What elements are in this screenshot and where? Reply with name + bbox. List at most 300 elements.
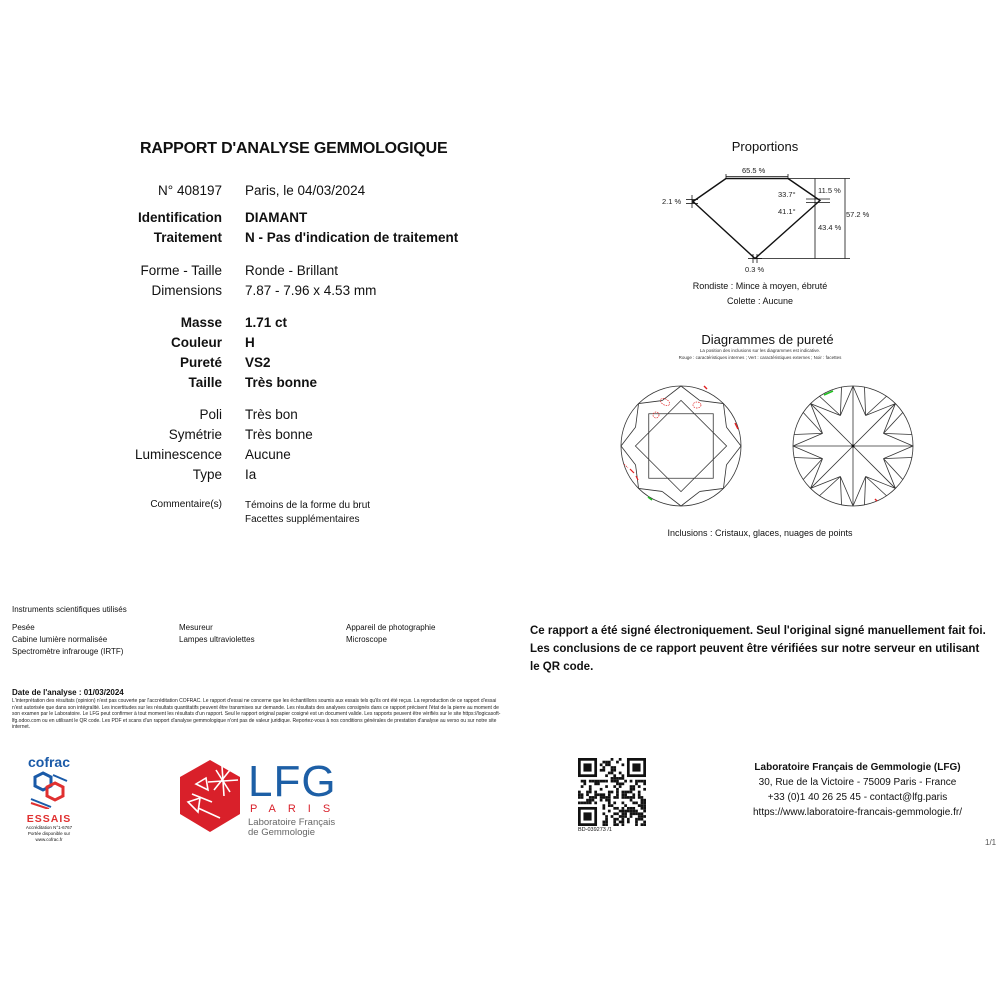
facet-line xyxy=(803,459,822,480)
qr-module xyxy=(594,796,597,799)
qr-module xyxy=(619,815,622,818)
cofrac-accreditation: Accréditation N°1-6767 xyxy=(25,825,73,830)
instrument-item: Pesée xyxy=(12,623,35,632)
qr-module xyxy=(630,810,633,813)
qr-module xyxy=(624,804,627,807)
field-poli xyxy=(130,407,530,427)
qr-module xyxy=(602,821,605,824)
qr-module xyxy=(600,793,603,796)
qr-module xyxy=(605,823,608,826)
qr-code-icon[interactable] xyxy=(578,758,646,826)
girdle-label: 2.1 % xyxy=(662,197,682,206)
qr-module xyxy=(627,807,630,810)
qr-module xyxy=(622,763,625,766)
qr-module xyxy=(589,796,592,799)
qr-module xyxy=(641,818,644,821)
proportions-title: Proportions xyxy=(731,139,799,154)
qr-module xyxy=(605,818,608,821)
qr-module xyxy=(613,785,616,788)
qr-module xyxy=(605,815,608,818)
qr-module xyxy=(605,799,608,802)
facet-line xyxy=(639,488,663,491)
qr-module xyxy=(638,785,641,788)
qr-module xyxy=(613,780,616,783)
facet-line xyxy=(866,396,887,415)
report-title: RAPPORT D'ANALYSE GEMMOLOGIQUE xyxy=(140,140,448,157)
instruments-col-2 xyxy=(179,622,255,646)
inclusions-text: Inclusions : Cristaux, glaces, nuages de points xyxy=(667,528,853,538)
qr-module xyxy=(619,782,622,785)
qr-module xyxy=(616,796,619,799)
qr-module xyxy=(643,802,646,805)
facet-line xyxy=(883,457,911,458)
qr-module xyxy=(611,766,614,769)
qr-module xyxy=(627,818,630,821)
qr-module xyxy=(632,788,635,791)
report-number: N° 408197 xyxy=(158,183,222,198)
qr-module xyxy=(602,823,605,826)
qr-module xyxy=(616,791,619,794)
qr-module xyxy=(632,793,635,796)
qr-module xyxy=(638,804,641,807)
qr-module xyxy=(581,802,584,805)
field-label: Taille xyxy=(188,375,222,390)
qr-module xyxy=(608,804,611,807)
qr-module xyxy=(600,799,603,802)
qr-module xyxy=(632,812,635,815)
qr-module xyxy=(600,788,603,791)
lab-address-block xyxy=(720,760,995,820)
qr-module xyxy=(643,804,646,807)
facet-line xyxy=(840,476,853,506)
qr-module xyxy=(583,802,586,805)
qr-module xyxy=(622,823,625,826)
field-forme xyxy=(130,263,530,283)
qr-module xyxy=(641,796,644,799)
facet-line xyxy=(723,465,726,489)
qr-module xyxy=(635,782,638,785)
lfg-tagline-2: de Gemmologie xyxy=(248,827,316,838)
facet-line xyxy=(793,433,823,446)
facet-line xyxy=(853,476,866,506)
facet-line xyxy=(883,459,902,480)
comments-label: Commentaire(s) xyxy=(150,499,222,510)
facet-line xyxy=(811,446,853,488)
report-place-date: Paris, le 04/03/2024 xyxy=(245,183,366,198)
cofrac-logo xyxy=(18,755,80,843)
qr-module xyxy=(616,793,619,796)
facet-line xyxy=(794,457,822,458)
qr-module xyxy=(630,780,633,783)
qr-module xyxy=(589,799,592,802)
comment-item: Facettes supplémentaires xyxy=(245,514,360,525)
facet-line xyxy=(883,433,913,446)
clarity-note-1: La position des inclusions sur les diagrammes est indicative. xyxy=(699,348,821,353)
qr-module xyxy=(592,780,595,783)
field-label: Traitement xyxy=(153,230,222,245)
qr-module xyxy=(602,812,605,815)
qr-module xyxy=(616,812,619,815)
instruments-title: Instruments scientifiques utilisés xyxy=(12,605,127,614)
facet-line xyxy=(840,476,841,504)
qr-module xyxy=(608,791,611,794)
qr-module xyxy=(605,763,608,766)
lfg-tagline xyxy=(248,818,335,838)
field-label: Poli xyxy=(199,407,222,422)
rondiste-text: Rondiste : Mince à moyen, ébruté xyxy=(692,281,828,291)
field-value: H xyxy=(245,335,255,350)
qr-module xyxy=(613,823,616,826)
field-label: Couleur xyxy=(170,335,222,350)
diamond-profile xyxy=(693,179,820,259)
qr-module xyxy=(630,812,633,815)
qr-module xyxy=(630,791,633,794)
qr-module xyxy=(578,793,581,796)
facet-line xyxy=(700,488,724,491)
report-number-row xyxy=(130,183,530,203)
qr-module xyxy=(632,810,635,813)
legal-text: L'interprétation des résultats (opinion) n'est pas couverte par l'accréditation COFRAC. Le rapport d'essai ne concerne que les échantillons soumis aux essais tels qu'ils ont été reçus. La reproduction de ce rapport d'essai n'est autorisée que dans son intégralité. Les incertitudes sur les résultats quantitatifs peuvent être transmises sur demande. Les résultats des analyses consignés dans ce rapport précisent l'état de la pierre au moment de son examen par le Laboratoire. Le LFG peut confirmer à tout moment les résultats d'un rapport. Seul le rapport original papier cosigné est un document valide. Les rapports peuvent être vérifiés sur le site https://logicasoft-lfg.odoo.com ou en utilisant le QR code. Les PDF et scans d'un rapport d'analyse gemmologique n'ont pas de valeur juridique. Reportez-vous à nos conditions générales de prestation d'analyse au verso ou sur notre site internet. xyxy=(12,698,501,731)
qr-module xyxy=(638,818,641,821)
qr-module xyxy=(578,802,581,805)
qr-module xyxy=(613,766,616,769)
qr-module xyxy=(586,802,589,805)
qr-module xyxy=(622,774,625,777)
qr-module xyxy=(635,802,638,805)
lfg-city: PARIS xyxy=(250,803,343,815)
qr-module xyxy=(638,812,641,815)
qr-module xyxy=(616,807,619,810)
facet-line xyxy=(700,401,724,404)
qr-module xyxy=(605,796,608,799)
qr-module xyxy=(616,823,619,826)
qr-module xyxy=(624,812,627,815)
qr-module xyxy=(622,812,625,815)
qr-module xyxy=(627,810,630,813)
field-taille xyxy=(130,375,530,395)
qr-module xyxy=(630,807,633,810)
qr-module xyxy=(616,818,619,821)
lab-address: 30, Rue de la Victoire - 75009 Paris - France xyxy=(758,777,957,788)
qr-code-label: BD-039273 /1 xyxy=(578,827,612,833)
qr-module xyxy=(583,782,586,785)
qr-module xyxy=(632,807,635,810)
qr-module xyxy=(597,782,600,785)
qr-module xyxy=(605,761,608,764)
qr-module xyxy=(638,815,641,818)
qr-module xyxy=(613,777,616,780)
facet-line xyxy=(864,476,865,504)
facet-line xyxy=(864,387,865,415)
qr-module xyxy=(619,785,622,788)
facet-line xyxy=(866,476,887,495)
qr-module xyxy=(622,793,625,796)
qr-module xyxy=(630,799,633,802)
qr-module xyxy=(635,812,638,815)
qr-module xyxy=(589,785,592,788)
facet-line xyxy=(840,386,853,416)
qr-module xyxy=(622,815,625,818)
qr-module xyxy=(635,810,638,813)
qr-module xyxy=(600,780,603,783)
qr-module xyxy=(611,815,614,818)
qr-module xyxy=(635,780,638,783)
facet-line xyxy=(883,446,913,459)
analysis-date: Date de l'analyse : 01/03/2024 xyxy=(12,688,124,697)
qr-module xyxy=(594,782,597,785)
qr-module xyxy=(624,793,627,796)
qr-module xyxy=(635,823,638,826)
qr-module xyxy=(643,821,646,824)
qr-module xyxy=(589,802,592,805)
qr-module xyxy=(638,796,641,799)
qr-module xyxy=(589,788,592,791)
qr-module xyxy=(616,788,619,791)
qr-module xyxy=(586,799,589,802)
culet-label: 0.3 % xyxy=(745,265,765,274)
field-identification xyxy=(130,210,530,230)
clarity-diagram-pavilion xyxy=(790,383,916,509)
qr-module xyxy=(622,818,625,821)
facet-line xyxy=(793,446,823,459)
qr-module xyxy=(594,791,597,794)
qr-module xyxy=(613,807,616,810)
facet-line xyxy=(853,404,895,446)
field-label: Dimensions xyxy=(151,283,222,298)
lfg-tagline-1: Laboratoire Français xyxy=(248,817,336,828)
qr-module xyxy=(616,761,619,764)
qr-module xyxy=(616,782,619,785)
pavilion-angle-label: 41.1° xyxy=(778,207,796,216)
crown-angle-label: 33.7° xyxy=(778,190,796,199)
qr-module xyxy=(613,796,616,799)
qr-module xyxy=(608,799,611,802)
qr-module xyxy=(600,763,603,766)
field-label: Luminescence xyxy=(134,447,222,462)
cofrac-essais: ESSAIS xyxy=(26,813,72,825)
qr-module xyxy=(643,807,646,810)
qr-module xyxy=(641,823,644,826)
field-value: DIAMANT xyxy=(245,210,308,225)
table-label: 65.5 % xyxy=(742,166,766,175)
field-value: VS2 xyxy=(245,355,271,370)
qr-module xyxy=(630,796,633,799)
qr-module xyxy=(583,780,586,783)
qr-module xyxy=(611,769,614,772)
qr-module xyxy=(643,788,646,791)
cofrac-portee: Portée disponible sur xyxy=(27,831,71,836)
field-traitement xyxy=(130,230,530,250)
facet-line xyxy=(636,404,639,428)
clarity-title: Diagrammes de pureté xyxy=(701,332,834,347)
qr-module xyxy=(619,772,622,775)
signature-note: Ce rapport a été signé électroniquement. Seul l'original signé manuellement fait foi. Les conclusions de ce rapport peuvent être vérifiées sur notre serveur en utilisant le QR code. xyxy=(530,625,986,673)
qr-module xyxy=(635,818,638,821)
instrument-item: Spectromètre infrarouge (IRTF) xyxy=(12,647,124,656)
qr-module xyxy=(627,821,630,824)
lfg-letters: LFG xyxy=(248,757,337,806)
qr-module xyxy=(597,780,600,783)
qr-module xyxy=(600,796,603,799)
qr-module xyxy=(641,804,644,807)
instrument-item: Cabine lumière normalisée xyxy=(12,635,108,644)
qr-module xyxy=(622,796,625,799)
qr-module xyxy=(581,780,584,783)
field-value: Très bonne xyxy=(245,375,318,390)
field-value: Ia xyxy=(245,467,257,482)
qr-module xyxy=(641,807,644,810)
qr-module xyxy=(611,780,614,783)
qr-module xyxy=(597,793,600,796)
cofrac-wordmark: cofrac xyxy=(27,754,71,770)
crown-height-label: 11.5 % xyxy=(818,186,841,195)
qr-module xyxy=(592,799,595,802)
qr-module xyxy=(632,802,635,805)
facet-line xyxy=(840,387,841,415)
total-depth-label: 57.2 % xyxy=(846,210,870,219)
field-label: Pureté xyxy=(179,355,222,370)
qr-module xyxy=(643,815,646,818)
qr-module xyxy=(602,793,605,796)
clarity-diagram-crown xyxy=(618,383,744,509)
colette-text: Colette : Aucune xyxy=(726,296,794,306)
qr-module xyxy=(602,769,605,772)
qr-module xyxy=(602,807,605,810)
facet-line xyxy=(853,446,895,488)
facet-line xyxy=(819,396,840,415)
qr-module xyxy=(608,802,611,805)
qr-module xyxy=(622,807,625,810)
qr-module xyxy=(581,796,584,799)
field-couleur xyxy=(130,335,530,355)
qr-module xyxy=(611,772,614,775)
qr-module xyxy=(594,802,597,805)
qr-module xyxy=(641,802,644,805)
qr-module xyxy=(581,785,584,788)
comments-list xyxy=(245,499,370,527)
qr-module xyxy=(611,758,614,761)
qr-module xyxy=(641,799,644,802)
field-label: Type xyxy=(192,467,222,482)
facet-line xyxy=(639,401,663,404)
qr-module xyxy=(616,777,619,780)
qr-module xyxy=(611,777,614,780)
qr-module xyxy=(630,788,633,791)
qr-module xyxy=(641,815,644,818)
qr-module xyxy=(643,810,646,813)
lab-contact[interactable]: +33 (0)1 40 26 25 45 - contact@lfg.paris xyxy=(767,792,948,803)
qr-module xyxy=(630,815,633,818)
clarity-note-2: Rouge : caractéristiques internes ; Vert : caractéristiques externes ; Noir : facettes xyxy=(678,355,842,360)
qr-module xyxy=(641,780,644,783)
qr-module xyxy=(622,802,625,805)
qr-module xyxy=(605,780,608,783)
qr-module xyxy=(622,791,625,794)
qr-module xyxy=(619,810,622,813)
qr-module xyxy=(622,810,625,813)
qr-module xyxy=(605,821,608,824)
qr-module xyxy=(602,796,605,799)
field-symetrie xyxy=(130,427,530,447)
instruments-col-3 xyxy=(346,622,435,646)
pavilion-depth-label: 43.4 % xyxy=(818,223,842,232)
girdle-outline xyxy=(621,386,741,506)
qr-module xyxy=(624,810,627,813)
lfg-gem-icon xyxy=(178,758,242,834)
lab-name: Laboratoire Français de Gemmologie (LFG) xyxy=(754,762,961,773)
qr-module xyxy=(627,796,630,799)
field-masse xyxy=(130,315,530,335)
qr-module xyxy=(608,810,611,813)
comments-row xyxy=(130,499,530,525)
qr-module xyxy=(586,791,589,794)
qr-module xyxy=(643,799,646,802)
qr-module xyxy=(613,821,616,824)
field-dimensions xyxy=(130,283,530,303)
qr-module xyxy=(622,782,625,785)
qr-module xyxy=(630,785,633,788)
qr-module xyxy=(632,796,635,799)
qr-module xyxy=(622,821,625,824)
qr-module xyxy=(624,791,627,794)
qr-module xyxy=(608,793,611,796)
qr-module xyxy=(619,821,622,824)
field-label: Identification xyxy=(138,210,222,225)
field-luminescence xyxy=(130,447,530,467)
qr-module xyxy=(589,791,592,794)
cofrac-site: www.cofrac.fr xyxy=(35,837,63,842)
page-number: 1/1 xyxy=(985,838,997,847)
field-label: Forme - Taille xyxy=(140,263,222,278)
facet-line xyxy=(803,412,822,433)
instrument-item: Lampes ultraviolettes xyxy=(179,635,255,644)
qr-module xyxy=(605,785,608,788)
qr-module xyxy=(622,777,625,780)
qr-module xyxy=(619,758,622,761)
qr-module xyxy=(643,782,646,785)
qr-module xyxy=(613,774,616,777)
facet-line xyxy=(883,433,911,434)
facet-line xyxy=(853,386,866,416)
qr-module xyxy=(624,796,627,799)
instruments-col-1 xyxy=(12,622,123,658)
qr-module xyxy=(643,780,646,783)
facet-line xyxy=(723,404,726,428)
qr-module xyxy=(619,777,622,780)
lab-website[interactable]: https://www.laboratoire-francais-gemmologie.fr/ xyxy=(753,807,962,818)
qr-module xyxy=(635,821,638,824)
qr-module xyxy=(608,772,611,775)
qr-module xyxy=(594,793,597,796)
qr-module xyxy=(627,791,630,794)
cofrac-hexagon-icon xyxy=(29,769,69,809)
facet-line xyxy=(883,412,902,433)
qr-module xyxy=(608,796,611,799)
qr-module xyxy=(605,774,608,777)
qr-module xyxy=(602,761,605,764)
qr-module xyxy=(594,780,597,783)
instrument-item: Mesureur xyxy=(179,623,213,632)
qr-module xyxy=(611,791,614,794)
qr-module xyxy=(581,793,584,796)
field-value: N - Pas d'indication de traitement xyxy=(245,230,459,245)
comment-item: Témoins de la forme du brut xyxy=(245,500,371,511)
qr-module xyxy=(613,802,616,805)
qr-module xyxy=(616,780,619,783)
instrument-item: Microscope xyxy=(346,635,387,644)
field-value: Très bon xyxy=(245,407,298,422)
qr-module xyxy=(608,763,611,766)
